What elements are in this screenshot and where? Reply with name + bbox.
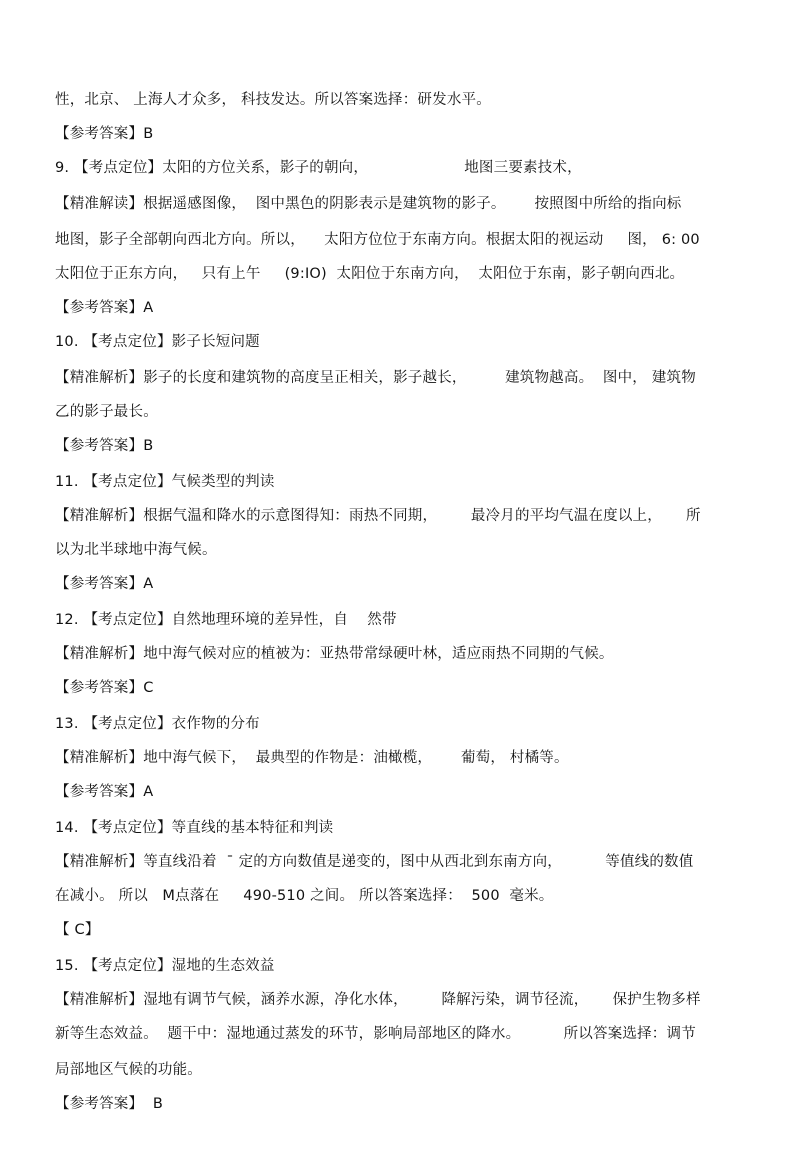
text-line: 14. 【考点定位】等直线的基本特征和判读 [55,820,334,836]
text-line: 10. 【考点定位】影子长短问题 [55,334,260,350]
text-line: 【参考答案】B [55,126,154,142]
text-line: 【精准解析】影子的长度和建筑物的高度呈正相关，影子越长， 建筑物越高。 图中， 建筑物 [55,370,696,386]
text-line: 【精准解析】地中海气候对应的植被为：亚热带常绿硬叶林，适应雨热不同期的气候。 [55,646,614,662]
text-line: 太阳位于正东方向， 只有上午 (9:IO) 太阳位于东南方向， 太阳位于东南，影子朝向西北。 [55,266,685,282]
text-line: 【参考答案】 B [55,1096,163,1112]
text-line: 新等生态效益。 题干中：湿地通过蒸发的环节，影响局部地区的降水。 所以答案选择：调节 [55,1026,696,1042]
text-line: 12. 【考点定位】自然地理环境的差异性，自 然带 [55,612,397,628]
text-line: 乙的影子最长。 [55,404,158,420]
text-line: 【参考答案】C [55,680,154,696]
text-line: 【精准解读】根据遥感图像， 图中黑色的阴影表示是建筑物的影子。 按照图中所给的指向标 [55,196,682,212]
text-line: 【参考答案】A [55,300,154,316]
text-line: 11. 【考点定位】气候类型的判读 [55,474,275,490]
text-line: 性，北京、 上海人才众多， 科技发达。所以答案选择：研发水平。 [55,92,491,108]
text-line: 在减小。 所以 M点落在 490-510 之间。 所以答案选择： 500 毫米。 [55,888,554,904]
text-line: 【精准解析】地中海气候下， 最典型的作物是：油橄榄， 葡萄， 村橘等。 [55,750,569,766]
text-line: 【精准解析】根据气温和降水的示意图得知：雨热不同期， 最冷月的平均气温在度以上， 所 [55,508,701,524]
text-line: 15. 【考点定位】湿地的生态效益 [55,958,275,974]
text-line: 【参考答案】B [55,438,154,454]
text-line: 局部地区气候的功能。 [55,1062,202,1078]
text-line: 【参考答案】A [55,576,154,592]
text-line: 【精准解析】湿地有调节气候，涵养水源，净化水体， 降解污染，调节径流， 保护生物多样 [55,992,701,1008]
text-line: 13. 【考点定位】衣作物的分布 [55,716,260,732]
text-line: 9. 【考点定位】太阳的方位关系，影子的朝向， 地图三要素技术， [55,160,582,176]
text-line: 以为北半球地中海气候。 [55,542,217,558]
text-line: 【参考答案】A [55,784,154,800]
text-line: 地图，影子全部朝向西北方向。所以， 太阳方位位于东南方向。根据太阳的视运动 图， 6: 00 [55,232,700,248]
text-line: 【精准解析】等直线沿着 ¯ 定的方向数值是递变的，图中从西北到东南方向， 等值线的数值 [55,854,694,870]
text-line: 【 C】 [55,922,100,938]
